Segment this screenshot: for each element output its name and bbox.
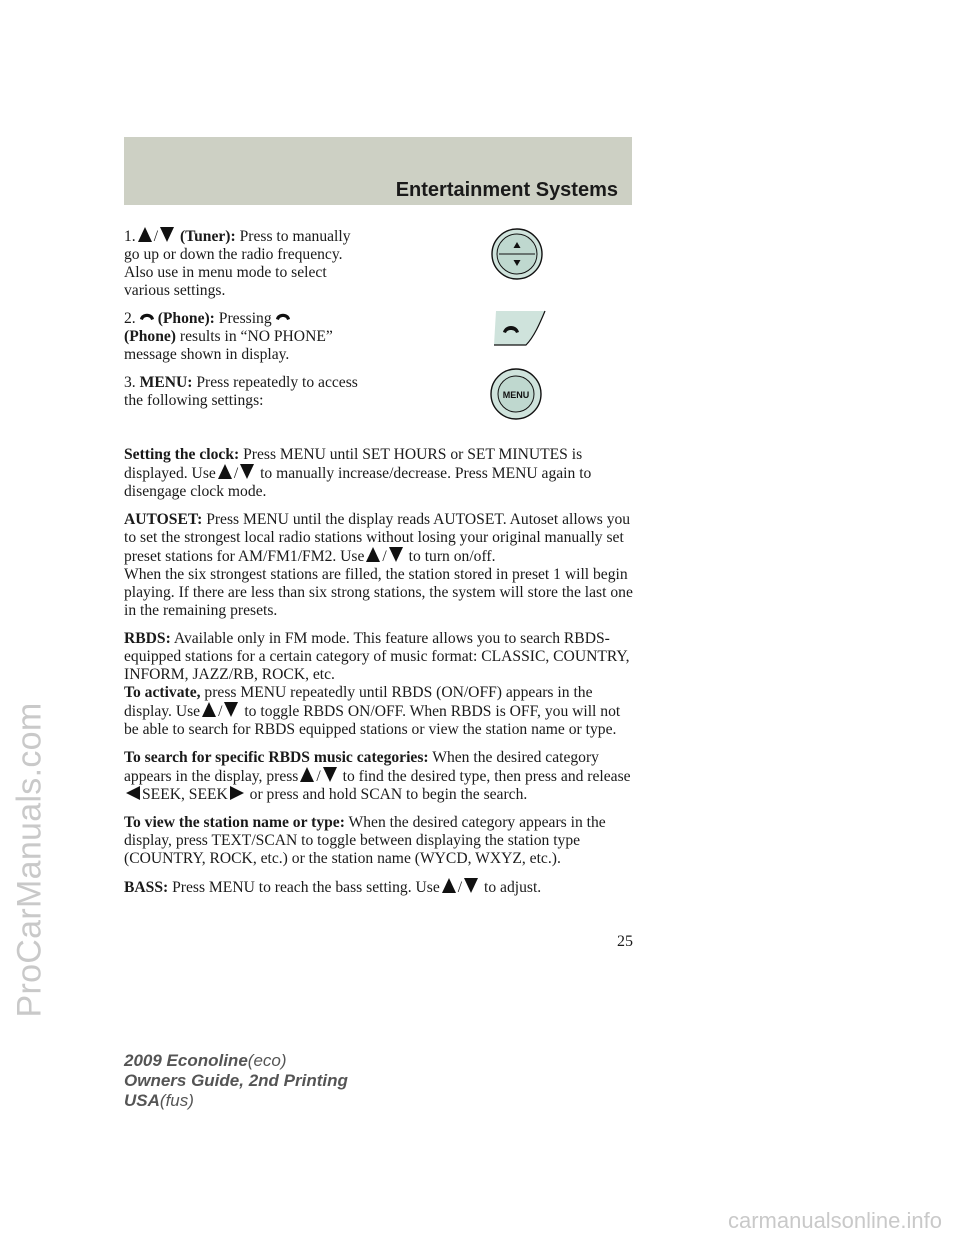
up-arrow-icon: [202, 702, 216, 717]
section-label: AUTOSET:: [124, 511, 203, 528]
section-autoset: [124, 511, 636, 620]
item-number: 3.: [124, 374, 136, 391]
section-label: BASS:: [124, 879, 169, 896]
section-text: When the desired: [432, 749, 542, 766]
section-clock: [124, 446, 636, 501]
section-text: to disengage clock mode.: [124, 465, 592, 500]
item-label: MENU:: [139, 374, 193, 391]
item-phone: [124, 310, 369, 364]
section-text: to adjust.: [484, 879, 542, 896]
section-text: Press MENU until SET HOURS or SET MINUTES is: [243, 446, 583, 463]
down-arrow-icon: [464, 878, 478, 893]
section-rbds: [124, 630, 636, 739]
item-text: Pressing: [218, 310, 272, 327]
side-watermark: [0, 0, 60, 1242]
page-number: 25: [617, 933, 633, 950]
section-text: When the desired category appears in the display, press TEXT/SCAN to toggle between displaying the station type (COUNTRY, ROCK, etc.) or the station name (WYCD, WXYZ, etc.).: [124, 814, 606, 867]
section-label: Setting the clock:: [124, 446, 240, 463]
section-text: displayed. Use: [124, 465, 216, 482]
section-text: turn on/off.: [424, 548, 496, 565]
section-text: to toggle RBDS ON/OFF. When RBDS is OFF,: [244, 703, 541, 720]
phone-icon: [275, 311, 291, 321]
item-number: 1.: [124, 228, 136, 245]
item-text: Press repeatedly to access the following settings:: [124, 374, 358, 409]
footer-region: USA: [124, 1091, 160, 1110]
up-arrow-icon: [366, 547, 380, 562]
up-arrow-icon: [218, 464, 232, 479]
item-tuner: [124, 227, 369, 300]
section-text: to find the desired type,: [342, 768, 491, 785]
slash: /: [457, 879, 463, 896]
up-arrow-icon: [138, 227, 152, 242]
down-arrow-icon: [389, 547, 403, 562]
item-label: (Tuner):: [179, 228, 236, 245]
down-arrow-icon: [240, 464, 254, 479]
item-text: manually go up or down the radio frequency. Also use in menu mode to select various settings.: [124, 228, 351, 299]
section-text: original manually set preset stations for AM/FM1/FM2. Use: [124, 529, 624, 565]
item-label: (Phone):: [157, 310, 215, 327]
section-label: To view the station name or type:: [124, 814, 345, 831]
section-text: press MENU repeatedly until RBDS (ON/OFF) appears in: [204, 684, 570, 701]
section-bass: [124, 878, 636, 897]
section-title: Entertainment Systems: [395, 179, 618, 201]
section-label: RBDS:: [124, 630, 171, 647]
down-arrow-icon: [224, 702, 238, 717]
slash: /: [382, 548, 387, 565]
footer: [124, 1051, 348, 1111]
item-label: (Phone): [124, 328, 176, 345]
section-text: then press and release: [494, 768, 631, 785]
section-search: [124, 749, 636, 804]
section-text: you will not be able to search for RBDS equipped stations or view the station name or type.: [124, 703, 621, 738]
slash: /: [233, 465, 239, 482]
phone-icon: [139, 311, 155, 321]
section-text: category appears in the display, press: [124, 749, 599, 785]
footer-code: (eco): [247, 1051, 287, 1070]
section-text: When the six strongest stations are filled, the station stored in preset 1 will begin playing. If there are less than six strong stations, the system will store the last one in the remaining presets.: [124, 566, 633, 619]
section-label: To activate,: [124, 684, 201, 701]
footer-guide: Owners Guide, 2nd Printing: [124, 1071, 348, 1090]
slash: /: [153, 228, 159, 245]
item-number: 2.: [124, 310, 136, 327]
section-header-bar: [124, 137, 632, 205]
section-text: Press MENU until the display reads AUTOSET. Autoset allows you to set the strongest local radio stations without losing your: [124, 511, 631, 546]
section-text: SEEK, SEEK: [142, 786, 228, 803]
section-view: [124, 814, 636, 868]
down-arrow-icon: [323, 767, 337, 782]
footer-model: 2009 Econoline: [124, 1051, 248, 1070]
footer-code: (fus): [159, 1091, 194, 1110]
section-text: to: [408, 548, 421, 565]
up-arrow-icon: [442, 878, 456, 893]
section-text: the display. Use: [124, 684, 593, 720]
page-content: [124, 227, 636, 907]
seek-right-arrow-icon: [230, 786, 244, 800]
up-arrow-icon: [300, 767, 314, 782]
section-label: To search for specific RBDS music categories:: [124, 749, 429, 766]
seek-left-arrow-icon: [126, 786, 140, 800]
section-text: Available only in FM mode. This feature allows you to search RBDS-equipped stations for a certain category of music format: CLASSIC, COUNTRY, INFORM, JAZZ/RB, ROCK, etc.: [124, 630, 630, 683]
slash: /: [218, 703, 223, 720]
side-watermark-text: ProCarManuals.com: [10, 702, 49, 1018]
section-text: begin the search.: [422, 786, 528, 803]
down-arrow-icon: [160, 227, 174, 242]
item-text: Press to: [239, 228, 289, 245]
menu-button-label: MENU: [502, 390, 530, 400]
section-text: or press and hold SCAN to: [249, 786, 419, 803]
item-text: results in “NO PHONE” message shown in display.: [124, 328, 333, 363]
section-text: to manually increase/decrease. Press MENU again: [260, 465, 576, 482]
section-text: Press MENU to reach the bass setting. Use: [172, 879, 440, 896]
item-menu: [124, 374, 369, 410]
bottom-watermark: carmanualsonline.info: [727, 1208, 942, 1233]
slash: /: [316, 768, 321, 785]
